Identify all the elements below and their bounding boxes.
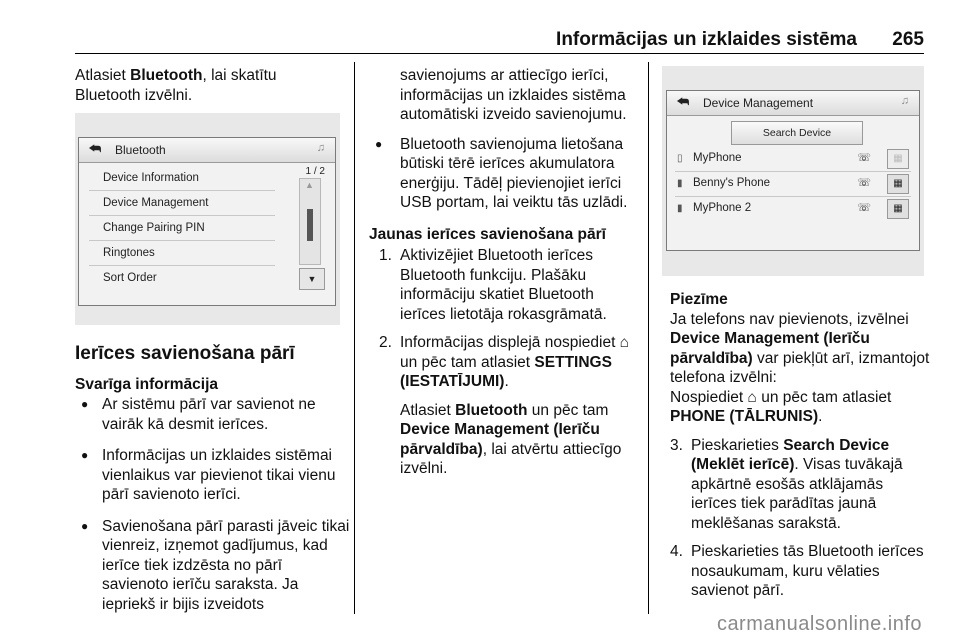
step-1: 1. Aktivizējiet Bluetooth ierīces Bluetooth funkciju. Plašāku informāciju skatiet Bluetooth ierīces lietotāja rokasgrāmatā. bbox=[379, 247, 607, 323]
menu-item-change-pairing-pin[interactable]: Change Pairing PIN bbox=[89, 216, 275, 241]
step-3: 3. Pieskarieties Search Device (Meklēt ierīcē). Visas tuvākajā apkārtnē esošās atklājamās ierīces tiek parādītas jaunā meklēšanas sarakstā. bbox=[670, 436, 903, 532]
note-heading: Piezīme bbox=[670, 291, 728, 308]
search-device-button[interactable]: Search Device bbox=[731, 121, 863, 145]
scroll-thumb[interactable] bbox=[307, 209, 313, 241]
scrollbar[interactable] bbox=[299, 178, 321, 265]
device-management-figure bbox=[662, 66, 924, 276]
new-device-heading: Jaunas ierīces savienošana pārī bbox=[369, 225, 606, 243]
menu-item-sort-order[interactable]: Sort Order bbox=[103, 272, 157, 284]
delete-icon[interactable]: ▦ bbox=[887, 174, 909, 194]
handset-icon: ☏ bbox=[857, 202, 871, 214]
bluetooth-screen bbox=[78, 137, 336, 306]
handset-icon: ☏ bbox=[857, 177, 871, 189]
screen-title: Device Management bbox=[703, 96, 814, 110]
device-management-screen bbox=[666, 90, 920, 251]
page-number: 265 bbox=[892, 29, 924, 50]
column-divider-2 bbox=[648, 62, 649, 614]
handset-icon: ☏ bbox=[857, 152, 871, 164]
phone-icon: ▮ bbox=[677, 203, 683, 214]
bullet-list bbox=[75, 395, 350, 626]
chapter-title: Informācijas un izklaides sistēma bbox=[556, 29, 858, 50]
music-note-icon: ♫ bbox=[316, 142, 325, 154]
continued-text: savienojums ar attiecīgo ierīci, informācijas un izklaides sistēma automātiski izveido savienojumu. bbox=[400, 67, 627, 123]
screen-title-bar bbox=[667, 91, 919, 116]
delete-icon[interactable]: ▦ bbox=[887, 199, 909, 219]
home-icon: ⌂ bbox=[619, 334, 630, 351]
header-rule bbox=[75, 53, 924, 54]
home-icon: ⌂ bbox=[747, 388, 757, 406]
back-arrow-icon[interactable]: ⮪ bbox=[89, 141, 102, 156]
screen-title: Bluetooth bbox=[115, 143, 166, 157]
bluetooth-screen-figure bbox=[75, 113, 340, 325]
watermark: carmanualsonline.info bbox=[716, 613, 922, 635]
page-indicator: 1 / 2 bbox=[305, 166, 325, 177]
intro-paragraph: Atlasiet Bluetooth, lai skatītu Bluetooth izvēlni. bbox=[75, 67, 277, 104]
music-note-icon: ♫ bbox=[900, 95, 909, 107]
step-2-continued: Atlasiet Bluetooth un pēc tam Device Management (Ierīču pārvaldība), lai atvērtu attiecīgo izvēlni. bbox=[400, 401, 622, 477]
menu-item-device-management[interactable]: Device Management bbox=[89, 191, 275, 216]
screen-title-bar bbox=[79, 138, 335, 163]
step-2: 2. Informācijas displejā nospiediet ⌂ un pēc tam atlasiet SETTINGS (IESTATĪJUMI). bbox=[379, 334, 630, 390]
column-divider-1 bbox=[354, 62, 355, 614]
bullet-item: ● Savienošana pārī parasti jāveic tikai vienreiz, izņemot gadījumus, kad ierīce tiek izdzēsta no pārī savienoto ierīču saraksta. Ja iepriekš ir bijis izveidots bbox=[75, 517, 350, 615]
scroll-down-icon[interactable]: ▼ bbox=[299, 268, 325, 290]
bullet-item: ● Bluetooth savienojuma lietošana būtiski tērē ierīces akumulatora enerģiju. Tādēļ pievienojiet ierīci USB portam, lai veiktu tās uzlādi. bbox=[369, 135, 636, 213]
delete-icon[interactable]: ▦ bbox=[887, 149, 909, 169]
section-heading: Ierīces savienošana pārī bbox=[75, 343, 295, 364]
page-header bbox=[556, 29, 924, 51]
device-row-myphone-2[interactable]: ▮ MyPhone 2 ☏ ▦ bbox=[675, 196, 911, 221]
device-row-myphone[interactable]: ▯ MyPhone ☏ ▦ bbox=[675, 146, 911, 172]
step-4: 4. Pieskarieties tās Bluetooth ierīces nosaukumam, kuru vēlaties savienot pārī. bbox=[670, 543, 924, 599]
bullet-item: ● Ar sistēmu pārī var savienot ne vairāk kā desmit ierīces. bbox=[75, 395, 350, 434]
device-row-bennys-phone[interactable]: ▮ Benny's Phone ☏ ▦ bbox=[675, 171, 911, 197]
scroll-up-icon[interactable]: ▲ bbox=[305, 180, 314, 190]
sub-heading: Svarīga informācija bbox=[75, 376, 219, 393]
back-arrow-icon[interactable]: ⮪ bbox=[677, 94, 690, 109]
menu-item-ringtones[interactable]: Ringtones bbox=[89, 241, 275, 266]
note-text: Ja telefons nav pievienots, izvēlnei Device Management (Ierīču pārvaldība) var piekļūt arī, izmantojot telefona izvēlni: Nospiediet ⌂ un pēc tam atlasiet PHONE (TĀLRUNIS). bbox=[670, 310, 930, 425]
menu-item-device-information[interactable]: Device Information bbox=[89, 166, 275, 191]
phone-icon: ▯ bbox=[677, 153, 683, 164]
bullet-item: ● Informācijas un izklaides sistēmai vienlaikus var pievienot tikai vienu pārī savienoto ierīci. bbox=[75, 446, 350, 505]
phone-icon: ▮ bbox=[677, 178, 683, 189]
